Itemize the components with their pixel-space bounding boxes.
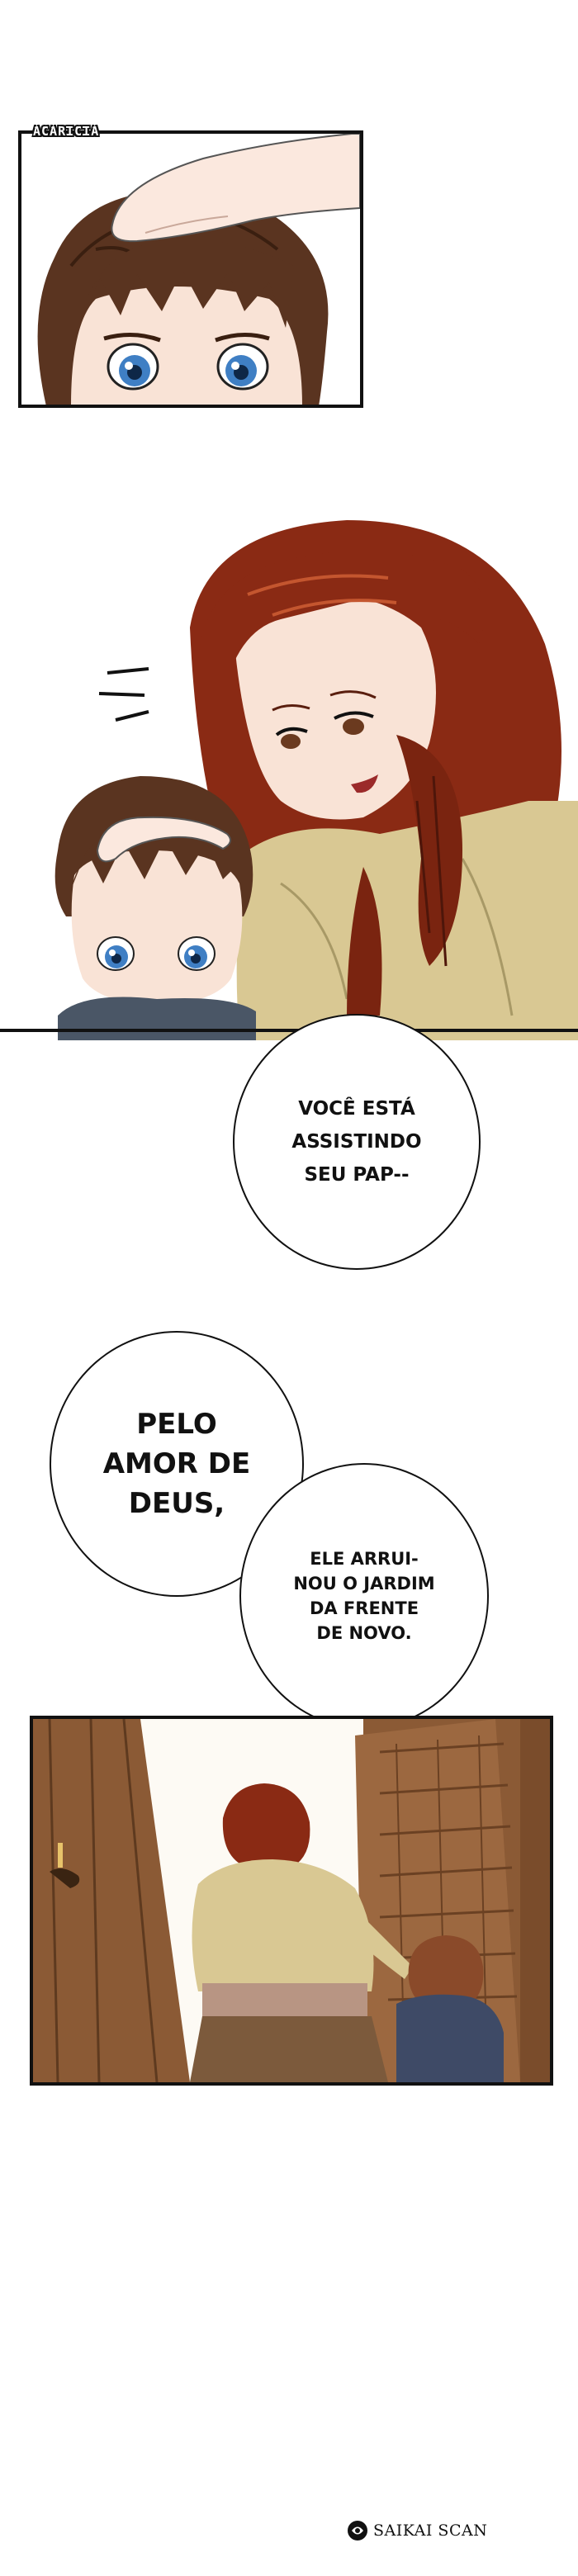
credit-text: SAIKAI SCAN <box>373 2522 488 2540</box>
mother-and-boy-illustration <box>0 504 578 1040</box>
boy-closeup-illustration <box>21 134 360 405</box>
speech-bubble-for-gods-sake: PELO AMOR DE DEUS, <box>50 1331 304 1597</box>
panel-mother-and-boy <box>0 504 578 1040</box>
panel-mother-at-door <box>30 1716 553 2086</box>
panel-headpat-closeup <box>18 130 363 408</box>
saikai-logo-icon <box>347 2520 368 2541</box>
speech-bubble-ruined-garden: ELE ARRUI- NOU O JARDIM DA FRENTE DE NOVO. <box>239 1463 489 1729</box>
scanlation-credit <box>347 2520 487 2541</box>
door-scene-illustration <box>33 1719 550 2082</box>
sound-effect-text: ACARICIA <box>33 124 100 139</box>
speech-bubble-watching-dad: VOCÊ ESTÁ ASSISTINDO SEU PAP-- <box>233 1014 481 1270</box>
